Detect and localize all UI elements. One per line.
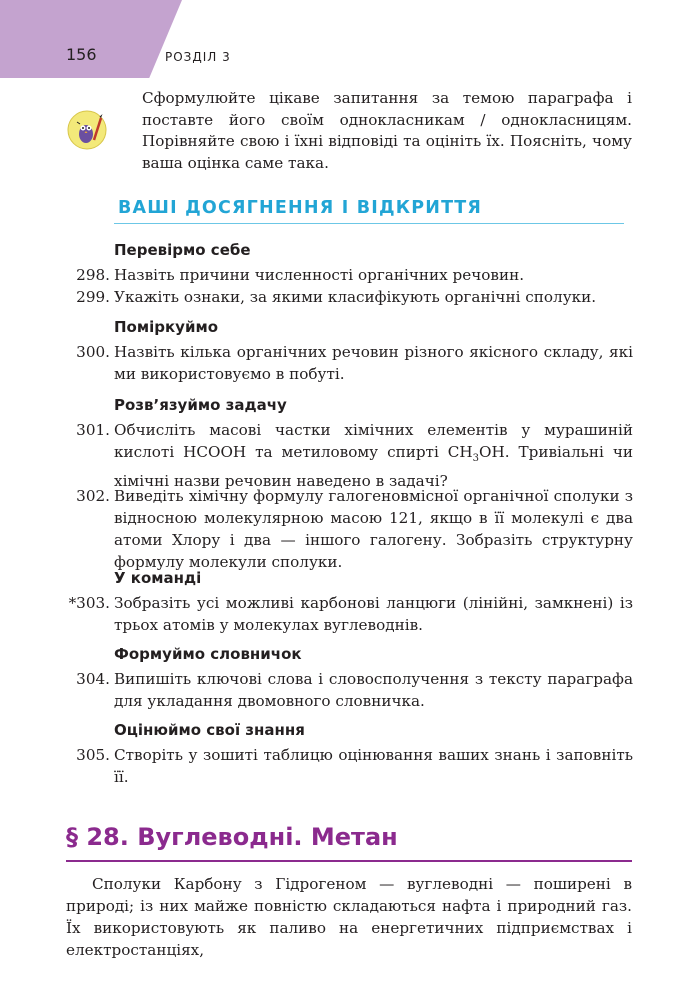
question-number: 299. bbox=[76, 288, 110, 306]
group-title-solve-problem: Розв’язуймо задачу bbox=[114, 396, 287, 414]
question-text: Створіть у зошиті таблицю оцінювання ваших знань і заповніть її. bbox=[114, 746, 633, 786]
question-text: Зобразіть усі можливі карбонові ланцюги (лінійні, замкнені) із трьох атомів у молекулах вуглеводнів. bbox=[114, 594, 633, 634]
question-number: 298. bbox=[76, 266, 110, 284]
question-number: 305. bbox=[76, 746, 110, 764]
question-number: 300. bbox=[76, 343, 110, 361]
question-text: Обчисліть масові частки хімічних елементів у мурашиній кислоті НСООН та метиловому спирті $СН_3ОН$. Тривіальні чи хімічні назви речовин наведено в задачі? bbox=[114, 421, 633, 491]
question-300 bbox=[60, 341, 633, 385]
question-text: Укажіть ознаки, за якими класифікують органічні сполуки. bbox=[114, 288, 597, 306]
group-title-team: У команді bbox=[114, 569, 202, 587]
paragraph-title-rule bbox=[66, 860, 632, 862]
group-title-think: Поміркуймо bbox=[114, 318, 219, 336]
section-label: РОЗДІЛ 3 bbox=[165, 50, 231, 64]
question-number: *303. bbox=[68, 594, 110, 612]
group-title-self-assessment: Оцінюймо свої знання bbox=[114, 721, 305, 739]
question-302 bbox=[60, 485, 633, 573]
question-text: Назвіть причини численності органічних речовин. bbox=[114, 266, 525, 284]
paragraph-body: Сполуки Карбону з Гідрогеном — вуглеводні — поширені в природі; із них майже повністю складаються нафта і природний газ. Їх використовують як паливо на енергетичних підприємствах і електростанціях, bbox=[66, 875, 632, 959]
group-title-glossary: Формуймо словничок bbox=[114, 645, 302, 663]
paragraph-title: § 28. Вуглеводні. Метан bbox=[66, 823, 398, 851]
header-band bbox=[0, 0, 182, 78]
question-text: Назвіть кілька органічних речовин різного якісного складу, які ми використовуємо в побуті. bbox=[114, 343, 633, 383]
question-299 bbox=[60, 286, 633, 308]
question-number: 304. bbox=[76, 670, 110, 688]
question-text: Випишіть ключові слова і словосполучення з тексту параграфа для укладання двомовного словничка. bbox=[114, 670, 633, 710]
group-title-check-yourself: Перевірмо себе bbox=[114, 241, 251, 259]
achievements-divider bbox=[114, 223, 624, 224]
pencil-owl-icon bbox=[67, 110, 107, 150]
question-303 bbox=[60, 592, 633, 636]
question-text: Виведіть хімічну формулу галогеновмісної органічної сполуки з відносною молекулярною масою 121, якщо в її молекулі є два атоми Хлору і два — іншого галогену. Зобразіть структурну формулу молекули сполуки. bbox=[114, 487, 633, 571]
question-number: 302. bbox=[76, 487, 110, 505]
achievements-heading: ВАШІ ДОСЯГНЕННЯ І ВІДКРИТТЯ bbox=[118, 198, 483, 218]
page-number: 156 bbox=[66, 45, 97, 64]
question-301 bbox=[60, 419, 633, 492]
question-305 bbox=[60, 744, 633, 788]
question-number: 301. bbox=[76, 421, 110, 439]
question-304 bbox=[60, 668, 633, 712]
intro-task-text: Сформулюйте цікаве запитання за темою параграфа і поставте його своїм однокласникам / однокласницям. Порівняйте свою і їхні відповіді та оцініть їх. Поясніть, чому ваша оцінка саме така. bbox=[142, 89, 632, 172]
question-298 bbox=[60, 264, 633, 286]
subscript: 3 bbox=[472, 453, 480, 465]
